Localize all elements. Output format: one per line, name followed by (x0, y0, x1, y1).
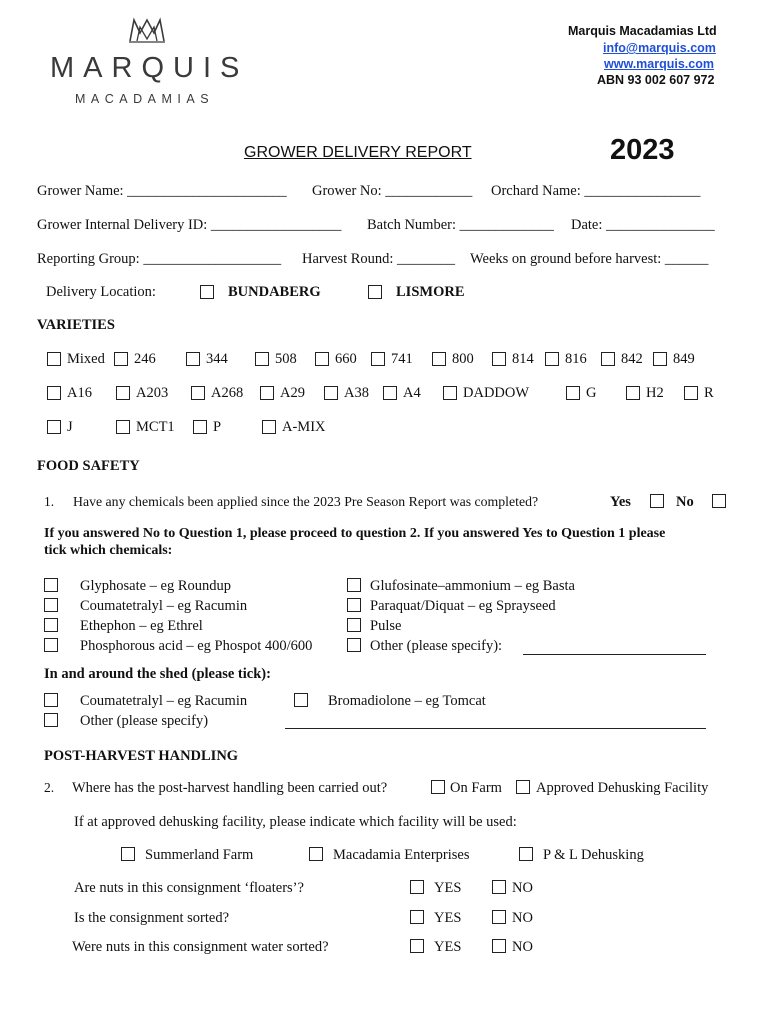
variety-label: R (704, 385, 714, 401)
lismore-label: LISMORE (396, 284, 465, 300)
shed-checkbox[interactable] (44, 693, 58, 707)
orchard-name-field[interactable]: Orchard Name: ________________ (491, 183, 701, 199)
variety-label: H2 (646, 385, 664, 401)
variety-checkbox[interactable] (262, 420, 276, 434)
facility-label: Summerland Farm (145, 847, 254, 863)
variety-label: 344 (206, 351, 228, 367)
variety-label: 849 (673, 351, 695, 367)
internal-id-field[interactable]: Grower Internal Delivery ID: __________________ (37, 217, 342, 233)
q1-no-checkbox[interactable] (712, 494, 726, 508)
variety-label: 816 (565, 351, 587, 367)
approved-facility-label: Approved Dehusking Facility (536, 780, 709, 796)
variety-checkbox[interactable] (114, 352, 128, 366)
variety-label: 800 (452, 351, 474, 367)
company-abn: ABN 93 002 607 972 (597, 73, 715, 87)
variety-checkbox[interactable] (443, 386, 457, 400)
variety-checkbox[interactable] (260, 386, 274, 400)
sorted-yes-checkbox[interactable] (410, 910, 424, 924)
variety-label: A16 (67, 385, 92, 401)
logo-subtitle: MACADAMIAS (75, 92, 215, 106)
variety-checkbox[interactable] (432, 352, 446, 366)
variety-label: Mixed (67, 351, 105, 367)
chemical-checkbox[interactable] (347, 618, 361, 632)
food-safety-heading: FOOD SAFETY (37, 458, 140, 474)
date-field[interactable]: Date: _______________ (571, 217, 715, 233)
variety-checkbox[interactable] (315, 352, 329, 366)
other-chemical-input-line[interactable] (523, 654, 706, 655)
variety-checkbox[interactable] (545, 352, 559, 366)
chemical-label: Coumatetralyl – eg Racumin (80, 598, 248, 614)
variety-checkbox[interactable] (116, 420, 130, 434)
variety-label: 814 (512, 351, 534, 367)
shed-label: Bromadiolone – eg Tomcat (328, 693, 486, 709)
chemical-label: Paraquat/Diquat – eg Sprayseed (370, 598, 556, 614)
question-1-text: Have any chemicals been applied since the 2023 Pre Season Report was completed? (73, 494, 539, 509)
variety-checkbox[interactable] (193, 420, 207, 434)
variety-checkbox[interactable] (492, 352, 506, 366)
variety-label: A38 (344, 385, 369, 401)
variety-label: MCT1 (136, 419, 175, 435)
instruction-text: tick which chemicals: (44, 543, 173, 558)
floaters-yes-checkbox[interactable] (410, 880, 424, 894)
chemical-checkbox[interactable] (44, 618, 58, 632)
variety-checkbox[interactable] (383, 386, 397, 400)
variety-label: 246 (134, 351, 156, 367)
q1-yes-label: Yes (610, 494, 631, 510)
floaters-no-checkbox[interactable] (492, 880, 506, 894)
variety-label: 660 (335, 351, 357, 367)
chemical-label: Glufosinate–ammonium – eg Basta (370, 578, 575, 594)
water-sorted-no-checkbox[interactable] (492, 939, 506, 953)
yes-label: YES (434, 939, 462, 955)
page-title: GROWER DELIVERY REPORT (244, 144, 472, 161)
variety-checkbox[interactable] (47, 420, 61, 434)
grower-name-field[interactable]: Grower Name: ______________________ (37, 183, 287, 199)
chemical-checkbox[interactable] (44, 598, 58, 612)
logo-crown-icon (128, 17, 166, 43)
no-label: NO (512, 880, 533, 896)
variety-checkbox[interactable] (186, 352, 200, 366)
chemical-checkbox[interactable] (347, 598, 361, 612)
variety-checkbox[interactable] (191, 386, 205, 400)
harvest-round-field[interactable]: Harvest Round: ________ (302, 251, 456, 267)
variety-label: A268 (211, 385, 244, 401)
variety-checkbox[interactable] (684, 386, 698, 400)
grower-no-field[interactable]: Grower No: ____________ (312, 183, 473, 199)
approved-facility-checkbox[interactable] (516, 780, 530, 794)
variety-checkbox[interactable] (116, 386, 130, 400)
variety-checkbox[interactable] (653, 352, 667, 366)
yes-label: YES (434, 910, 462, 926)
variety-label: 842 (621, 351, 643, 367)
instruction-text: If you answered No to Question 1, please proceed to question 2. If you answered Yes to Question 1 please (44, 526, 666, 541)
variety-label: A-MIX (282, 419, 326, 435)
variety-label: DADDOW (463, 385, 530, 401)
variety-checkbox[interactable] (255, 352, 269, 366)
floaters-question: Are nuts in this consignment ‘floaters’? (74, 880, 304, 896)
variety-label: 741 (391, 351, 413, 367)
sorted-no-checkbox[interactable] (492, 910, 506, 924)
variety-label: 508 (275, 351, 297, 367)
variety-checkbox[interactable] (324, 386, 338, 400)
facility-label: P & L Dehusking (543, 847, 644, 863)
variety-label: P (213, 419, 222, 435)
variety-label: G (586, 385, 597, 401)
q1-yes-checkbox[interactable] (650, 494, 664, 508)
company-website-link[interactable]: www.marquis.com (604, 57, 714, 71)
question-2-text: Where has the post-harvest handling been carried out? (72, 780, 388, 796)
varieties-heading: VARIETIES (37, 317, 115, 333)
shed-checkbox[interactable] (294, 693, 308, 707)
report-year: 2023 (610, 134, 675, 166)
bundaberg-label: BUNDABERG (228, 284, 321, 300)
other-shed-input-line[interactable] (285, 728, 706, 729)
facility-question: If at approved dehusking facility, please indicate which facility will be used: (74, 814, 517, 830)
weeks-on-ground-field[interactable]: Weeks on ground before harvest: ______ (470, 251, 709, 267)
sorted-question: Is the consignment sorted? (74, 910, 230, 926)
shed-label: Coumatetralyl – eg Racumin (80, 693, 248, 709)
facility-checkbox[interactable] (121, 847, 135, 861)
logo-wordmark: MARQUIS (50, 52, 249, 84)
chemical-checkbox[interactable] (44, 578, 58, 592)
delivery-location-label: Delivery Location: (46, 284, 156, 300)
no-label: NO (512, 939, 533, 955)
company-name: Marquis Macadamias Ltd (568, 24, 717, 38)
variety-checkbox[interactable] (47, 386, 61, 400)
question-1-number: 1. (44, 494, 55, 509)
chemical-label: Glyphosate – eg Roundup (80, 578, 232, 594)
shed-label: Other (please specify) (80, 713, 209, 729)
variety-checkbox[interactable] (371, 352, 385, 366)
chemical-label: Ethephon – eg Ethrel (80, 618, 203, 634)
shed-checkbox[interactable] (44, 713, 58, 727)
post-harvest-heading: POST-HARVEST HANDLING (44, 748, 239, 764)
no-label: NO (512, 910, 533, 926)
q1-no-label: No (676, 494, 694, 510)
variety-label: A29 (280, 385, 305, 401)
chemical-checkbox[interactable] (44, 638, 58, 652)
variety-label: A203 (136, 385, 169, 401)
facility-checkbox[interactable] (309, 847, 323, 861)
variety-label: A4 (403, 385, 421, 401)
on-farm-label: On Farm (450, 780, 502, 796)
water-sorted-question: Were nuts in this consignment water sorted? (72, 939, 329, 955)
variety-checkbox[interactable] (626, 386, 640, 400)
reporting-group-field[interactable]: Reporting Group: ___________________ (37, 251, 282, 267)
variety-checkbox[interactable] (601, 352, 615, 366)
batch-number-field[interactable]: Batch Number: _____________ (367, 217, 554, 233)
chemical-checkbox[interactable] (347, 578, 361, 592)
facility-label: Macadamia Enterprises (333, 847, 470, 863)
facility-checkbox[interactable] (519, 847, 533, 861)
variety-label: J (67, 419, 73, 435)
chemical-checkbox[interactable] (347, 638, 361, 652)
variety-checkbox[interactable] (47, 352, 61, 366)
bundaberg-checkbox[interactable] (200, 285, 214, 299)
company-email-link[interactable]: info@marquis.com (603, 41, 716, 55)
water-sorted-yes-checkbox[interactable] (410, 939, 424, 953)
chemical-label: Phosphorous acid – eg Phospot 400/600 (80, 638, 313, 654)
chemical-label: Other (please specify): (370, 638, 503, 654)
chemical-label: Pulse (370, 618, 402, 634)
on-farm-checkbox[interactable] (431, 780, 445, 794)
question-2-number: 2. (44, 780, 55, 795)
lismore-checkbox[interactable] (368, 285, 382, 299)
yes-label: YES (434, 880, 462, 896)
variety-checkbox[interactable] (566, 386, 580, 400)
shed-heading: In and around the shed (please tick): (44, 666, 271, 682)
